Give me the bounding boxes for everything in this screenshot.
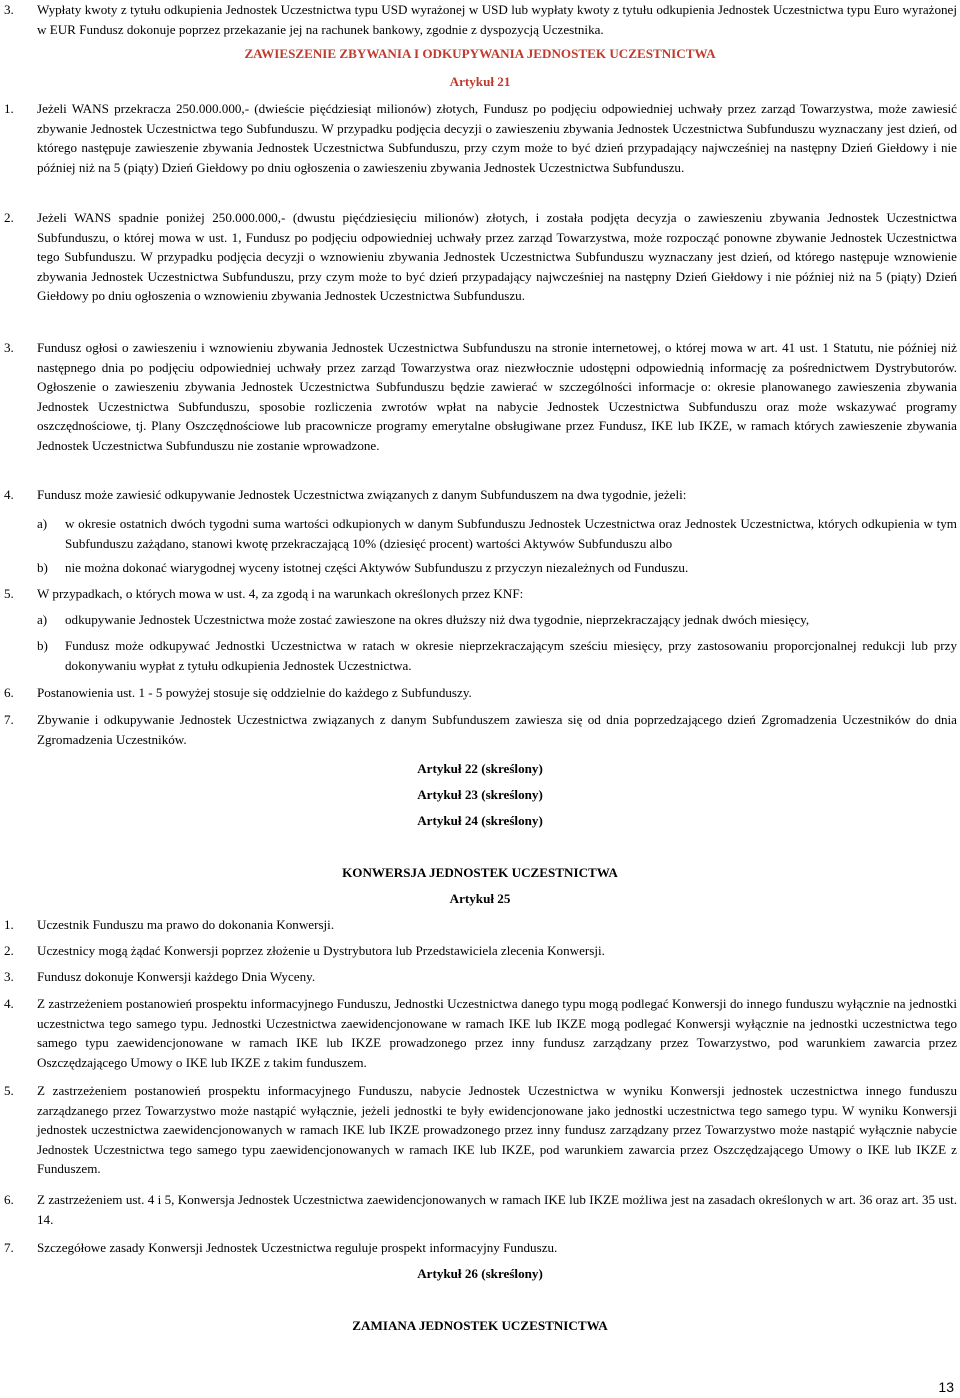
article-heading-21: Artykuł 21 (449, 74, 511, 89)
item-number: 3. (4, 340, 14, 355)
art25-item-5 (0, 1081, 960, 1179)
item-letter: b) (37, 638, 48, 653)
art21-item-4a (0, 514, 960, 553)
item-letter: a) (37, 612, 48, 627)
art21-item-7 (0, 710, 960, 749)
paragraph-text: Fundusz ogłosi o zawieszeniu i wznowieniu zbywania Jednostek Uczestnictwa Subfunduszu na stronie internetowej, o której mowa w art. 41 ust. 1 Statutu, nie później niż następnego dnia po podjęciu odpowiedniej uchwały przez zarząd Towarzystwa oraz niezwłocznie udostępni odpowiednią informację za pośrednictwem Dystrybutorów. Ogłoszenie o zawieszeniu zbywania Jednostek Uczestnictwa Subfunduszu będzie zawierać w szczególności informacje o: okresie planowanego zawieszenia zbywania Jednostek Uczestnictwa Subfunduszu, sposobie rozliczenia zwrotów wpłat na nabycie Jednostek Uczestnictwa Subfunduszu oraz może wskazywać programy oszczędnościowe, tj. Plany Oszczędnościowe lub pracownicze programy emerytalne obsługiwane przez Fundusz, IKE lub IKZE, w ramach których zawieszenie zbywania Jednostek Uczestnictwa Subfunduszu nie zostanie wprowadzone. (37, 340, 957, 453)
paragraph-text: Uczestnik Funduszu ma prawo do dokonania Konwersji. (37, 917, 335, 932)
art21-item-4 (0, 485, 960, 505)
item-letter: a) (37, 516, 48, 531)
item-number: 3. (4, 969, 14, 984)
paragraph-text: Fundusz może zawiesić odkupywanie Jednostek Uczestnictwa związanych z danym Subfunduszem na dwa tygodnie, jeżeli: (37, 487, 687, 502)
paragraph-text: nie można dokonać wiarygodnej wyceny istotnej części Aktywów Subfunduszu z przyczyn niezależnych od Funduszu. (65, 560, 689, 575)
art21-item-5 (0, 584, 960, 604)
art25-item-6 (0, 1190, 960, 1229)
paragraph-text: Wypłaty kwoty z tytułu odkupienia Jednostek Uczestnictwa typu USD wyrażonej w USD lub wypłaty kwoty z tytułu odkupienia Jednostek Uczestnictwa typu Euro wyrażonej w EUR Fundusz dokonuje poprzez przekazanie jej na rachunek bankowy, zgodnie z dyspozycją Uczestnika. (37, 2, 957, 37)
article-heading-24: Artykuł 24 (skreślony) (417, 813, 543, 828)
section-heading-suspension: ZAWIESZENIE ZBYWANIA I ODKUPYWANIA JEDNOSTEK UCZESTNICTWA (244, 46, 716, 61)
item-number: 6. (4, 685, 14, 700)
art21-item-5b (0, 636, 960, 675)
art25-item-7 (0, 1238, 960, 1258)
art21-item-2 (0, 208, 960, 306)
item-number: 3. (4, 2, 14, 17)
paragraph-text: Z zastrzeżeniem postanowień prospektu informacyjnego Funduszu, nabycie Jednostek Uczestnictwa w wyniku Konwersji jednostek uczestnictwa innego funduszu zarządzanego przez Towarzystwo może nastąpić wyłącznie, jeżeli jednostki te były ewidencjonowane jako jednostki uczestnictwa tego samego typu. W wyniku Konwersji jednostek uczestnictwa zaewidencjonowanych w ramach IKE lub IKZE prowadzonego przez inny fundusz zarządzany przez Towarzystwo może nastąpić wyłącznie nabycie Jednostek Uczestnictwa tego samego typu zaewidencjonowanych w ramach IKE lub IKZE, pod warunkiem zawarcia przez Oszczędzającego Umowy o IKE lub IKZE z Funduszem. (37, 1083, 957, 1177)
paragraph-text: Fundusz może odkupywać Jednostki Uczestnictwa w ratach w okresie nieprzekraczającym sześciu miesięcy, przy zastosowaniu proporcjonalnej redukcji lub przy dokonywaniu wypłat z tytułu odkupienia Jednostek Uczestnictwa. (65, 638, 957, 673)
item-number: 7. (4, 712, 14, 727)
item-number: 7. (4, 1240, 14, 1255)
paragraph-text: Z zastrzeżeniem ust. 4 i 5, Konwersja Jednostek Uczestnictwa zaewidencjonowanych w ramach IKE lub IKZE możliwa jest na zasadach określonych w art. 36 oraz art. 35 ust. 14. (37, 1192, 957, 1227)
page-number: 13 (938, 1379, 954, 1395)
item-number: 6. (4, 1192, 14, 1207)
item-number: 2. (4, 210, 14, 225)
art25-item-2 (0, 941, 960, 961)
paragraph-text: w okresie ostatnich dwóch tygodni suma wartości odkupionych w danym Subfunduszu Jednostek Uczestnictwa oraz Jednostek Uczestnictwa, których odkupienia w tym Subfunduszu zażądano, stanowi kwotę przekraczającą 10% (dziesięć procent) wartości Aktywów Subfunduszu albo (65, 516, 957, 551)
article-heading-22: Artykuł 22 (skreślony) (417, 761, 543, 776)
paragraph-3-top (0, 0, 960, 39)
art21-item-4b (0, 558, 960, 578)
paragraph-text: Fundusz dokonuje Konwersji każdego Dnia Wyceny. (37, 969, 316, 984)
article-heading-23: Artykuł 23 (skreślony) (417, 787, 543, 802)
paragraph-text: Uczestnicy mogą żądać Konwersji poprzez złożenie u Dystrybutora lub Przedstawiciela zlecenia Konwersji. (37, 943, 605, 958)
art21-item-1 (0, 99, 960, 177)
item-number: 2. (4, 943, 14, 958)
paragraph-text: Szczegółowe zasady Konwersji Jednostek Uczestnictwa reguluje prospekt informacyjny Funduszu. (37, 1240, 558, 1255)
section-heading-exchange: ZAMIANA JEDNOSTEK UCZESTNICTWA (352, 1318, 608, 1333)
art21-item-6 (0, 683, 960, 703)
section-heading-conversion: KONWERSJA JEDNOSTEK UCZESTNICTWA (342, 865, 618, 880)
paragraph-text: Z zastrzeżeniem postanowień prospektu informacyjnego Funduszu, Jednostki Uczestnictwa danego typu mogą podlegać Konwersji do innego funduszu wyłącznie na jednostki uczestnictwa tego samego typu. Jednostki Uczestnictwa zaewidencjonowane w ramach IKE lub IKZE mogą podlegać Konwersji wyłącznie na jednostki uczestnictwa tego samego typu zaewidencjonowane w ramach IKE lub IKZE prowadzonego przez inny fundusz zarządzany przez Towarzystwo, pod warunkiem zawarcia przez Oszczędzającego Umowy o IKE lub IKZE z takim funduszem. (37, 996, 957, 1070)
item-number: 1. (4, 101, 14, 116)
art21-item-5a (0, 610, 960, 630)
item-letter: b) (37, 560, 48, 575)
article-heading-26: Artykuł 26 (skreślony) (417, 1266, 543, 1281)
art25-item-3 (0, 967, 960, 987)
paragraph-text: Postanowienia ust. 1 - 5 powyżej stosuje się oddzielnie do każdego z Subfunduszy. (37, 685, 472, 700)
item-number: 4. (4, 487, 14, 502)
item-number: 1. (4, 917, 14, 932)
item-number: 5. (4, 586, 14, 601)
paragraph-text: Jeżeli WANS spadnie poniżej 250.000.000,- (dwustu pięćdziesięciu milionów) złotych, i została podjęta decyzja o zawieszeniu zbywania Jednostek Uczestnictwa Subfunduszu, o której mowa w ust. 1, Fundusz po podjęciu odpowiedniej uchwały przez zarząd Towarzystwa, może rozpocząć ponowne zbywanie Jednostek Uczestnictwa tego Subfunduszu. W przypadku podjęcia decyzji o wznowieniu zbywania Jednostek Uczestnictwa Subfunduszu wyznaczany jest dzień, od którego następuje wznowienie zbywania Jednostek Uczestnictwa Subfunduszu, przy czym może to być dzień przypadający najwcześniej na następny Dzień Giełdowy i nie później niż na 5 (piąty) Dzień Giełdowy po dniu ogłoszenia o wznowieniu zbywania Jednostek Uczestnictwa Subfunduszu. (37, 210, 957, 304)
paragraph-text: Jeżeli WANS przekracza 250.000.000,- (dwieście pięćdziesiąt milionów) złotych, Fundusz po podjęciu odpowiedniej uchwały przez zarząd Towarzystwa, może zawiesić zbywanie Jednostek Uczestnictwa tego Subfunduszu. W przypadku podjęcia decyzji o zawieszeniu zbywania Jednostek Uczestnictwa Subfunduszu wyznaczany jest dzień, od którego następuje zawieszenie zbywania Jednostek Uczestnictwa Subfunduszu, przy czym może to być dzień przypadający najwcześniej na następny Dzień Giełdowy i nie później niż na 5 (piąty) Dzień Giełdowy po dniu ogłoszenia o zawieszeniu zbywania Jednostek Uczestnictwa Subfunduszu. (37, 101, 957, 175)
paragraph-text: odkupywanie Jednostek Uczestnictwa może zostać zawieszone na okres dłuższy niż dwa tygodnie, nieprzekraczający jednak dwóch miesięcy, (65, 612, 810, 627)
art25-item-1 (0, 915, 960, 935)
item-number: 4. (4, 996, 14, 1011)
paragraph-text: W przypadkach, o których mowa w ust. 4, za zgodą i na warunkach określonych przez KNF: (37, 586, 524, 601)
item-number: 5. (4, 1083, 14, 1098)
paragraph-text: Zbywanie i odkupywanie Jednostek Uczestnictwa związanych z danym Subfunduszem zawiesza się od dnia poprzedzającego dzień Zgromadzenia Uczestników do dnia Zgromadzenia Uczestników. (37, 712, 957, 747)
article-heading-25: Artykuł 25 (449, 891, 511, 906)
art21-item-3 (0, 338, 960, 456)
art25-item-4 (0, 994, 960, 1072)
